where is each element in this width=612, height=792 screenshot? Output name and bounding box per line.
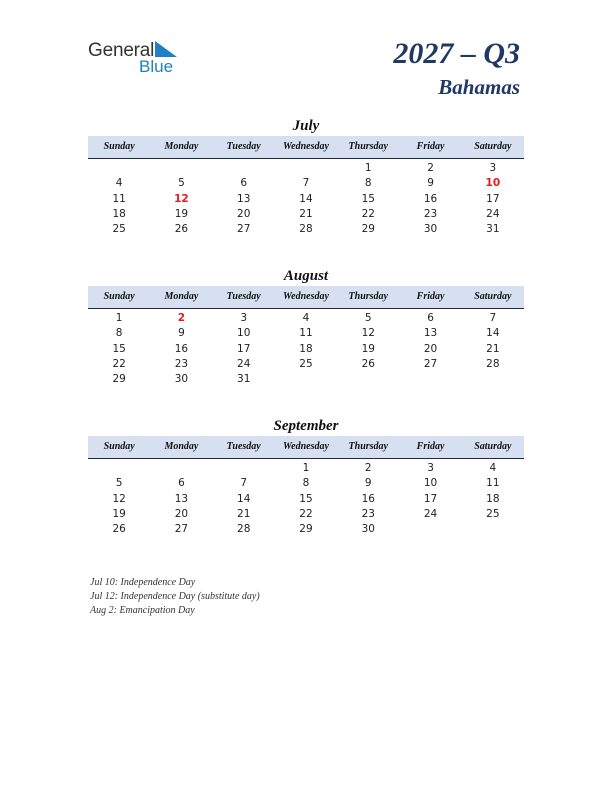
week-row [88,207,524,222]
month-title: September [273,418,339,434]
weekday-label: Thursday [348,141,388,152]
weekday-label: Wednesday [283,441,329,452]
day-cell: 26 [174,223,189,236]
weekday-label: Sunday [103,141,135,152]
week-row [88,522,524,537]
day-cell: 11 [112,192,126,205]
day-cell: 18 [112,207,126,220]
weekday-label: Saturday [474,441,512,452]
day-cell: 19 [174,207,189,220]
holiday-notes [90,576,260,618]
week-row [88,192,524,207]
day-cell: 22 [299,507,313,520]
weekday-label: Thursday [348,291,388,302]
day-cell: 13 [423,327,438,340]
day-cell: 6 [240,177,248,190]
day-cell: 28 [486,357,500,370]
day-cell: 16 [423,192,438,205]
day-cell: 29 [361,223,375,236]
month-grid [88,459,524,537]
day-cell: 8 [364,177,372,190]
day-cell: 7 [489,312,497,324]
day-cell: 14 [299,192,313,205]
week-row [88,176,524,191]
day-cell: 10 [423,477,438,490]
country-name: Bahamas [438,75,520,99]
weekday-header [88,436,524,459]
weekday-label: Thursday [348,441,388,452]
empty-cell [275,161,337,176]
day-cell: 1 [302,462,310,474]
day-cell: 7 [302,177,310,190]
day-cell: 29 [112,373,126,386]
logo-word-general: General [88,40,155,61]
day-cell: 8 [302,477,310,490]
week-row [88,342,524,357]
empty-cell [399,372,461,387]
day-cell: 16 [174,342,189,355]
empty-cell [88,161,150,176]
day-cell: 9 [178,327,185,340]
weekday-label: Monday [164,141,199,152]
day-cell: 9 [364,477,372,490]
day-cell: 30 [174,373,189,386]
empty-cell [337,372,399,387]
day-cell: 1 [364,162,372,174]
empty-cell [150,161,212,176]
day-cell: 26 [112,523,126,536]
month-august [88,266,524,387]
page-title: 2027 – Q3 [393,37,520,70]
day-cell: 21 [299,207,313,220]
day-cell: 27 [237,223,251,236]
day-cell: 2 [427,162,434,174]
weekday-label: Tuesday [226,441,261,452]
day-cell: 17 [486,192,500,205]
holiday-note: Jul 10: Independence Day [90,577,196,588]
week-row [88,461,524,476]
weekday-label: Wednesday [283,291,329,302]
day-cell: 4 [115,177,123,190]
day-cell: 23 [361,507,375,520]
day-cell: 23 [174,357,189,370]
weekday-label: Wednesday [283,141,329,152]
month-grid [88,159,524,237]
week-row [88,372,524,387]
day-cell: 3 [240,312,248,324]
day-cell: 18 [486,492,500,505]
day-cell: 13 [174,492,189,505]
day-cell: 19 [112,507,126,520]
holiday-day-cell: 2 [177,312,186,324]
day-cell: 1 [115,312,123,324]
day-cell: 20 [237,207,251,220]
day-cell: 12 [361,327,375,340]
weekday-label: Friday [416,291,445,302]
day-cell: 2 [364,462,372,474]
holiday-day-cell: 12 [174,192,189,205]
weekday-label: Friday [416,441,445,452]
day-cell: 5 [115,477,123,490]
day-cell: 3 [489,162,497,174]
weekday-label: Tuesday [226,291,261,302]
day-cell: 16 [361,492,375,505]
day-cell: 13 [237,192,251,205]
week-row [88,476,524,491]
day-cell: 31 [237,373,251,386]
day-cell: 8 [115,327,123,340]
day-cell: 20 [174,507,189,520]
logo-word-blue: Blue [139,57,174,76]
day-cell: 23 [423,207,438,220]
weekday-header [88,286,524,309]
month-title: August [283,268,329,284]
holiday-note: Jul 12: Independence Day (substitute day) [90,591,260,602]
week-row [88,161,524,176]
empty-cell [213,161,275,176]
weekday-label: Friday [416,141,445,152]
week-row [88,357,524,372]
day-cell: 20 [423,342,438,355]
day-cell: 29 [299,523,313,536]
day-cell: 22 [361,207,375,220]
day-cell: 4 [489,462,497,474]
week-row [88,311,524,326]
day-cell: 26 [361,357,375,370]
holiday-day-cell: 10 [485,177,501,190]
day-cell: 27 [423,357,438,370]
month-july [88,116,524,237]
day-cell: 4 [302,312,310,324]
generalblue-logo [88,40,188,76]
day-cell: 6 [427,312,434,324]
weekday-label: Sunday [103,291,135,302]
empty-cell [462,522,524,537]
weekday-label: Saturday [474,291,512,302]
weekday-label: Tuesday [226,141,261,152]
holiday-note: Aug 2: Emancipation Day [90,605,195,616]
day-cell: 25 [486,507,500,520]
day-cell: 3 [427,462,434,474]
week-row [88,326,524,341]
day-cell: 11 [486,477,500,490]
day-cell: 15 [299,492,313,505]
day-cell: 24 [423,507,438,520]
empty-cell [275,372,337,387]
day-cell: 27 [174,523,189,536]
day-cell: 12 [112,492,126,505]
day-cell: 14 [237,492,251,505]
weekday-header [88,136,524,159]
week-row [88,492,524,507]
day-cell: 24 [237,357,251,370]
day-cell: 5 [364,312,372,324]
day-cell: 19 [361,342,375,355]
day-cell: 5 [178,177,185,190]
day-cell: 17 [423,492,438,505]
weekday-label: Saturday [474,141,512,152]
empty-cell [88,461,150,476]
empty-cell [462,372,524,387]
weekday-label: Monday [164,441,199,452]
month-title: July [292,118,320,134]
day-cell: 10 [237,327,251,340]
day-cell: 24 [486,207,500,220]
day-cell: 21 [486,342,500,355]
day-cell: 30 [423,223,438,236]
empty-cell [150,461,212,476]
day-cell: 15 [112,342,126,355]
day-cell: 6 [178,477,185,490]
day-cell: 28 [299,223,313,236]
day-cell: 17 [237,342,251,355]
day-cell: 21 [237,507,251,520]
week-row [88,507,524,522]
empty-cell [399,522,461,537]
day-cell: 18 [299,342,313,355]
day-cell: 15 [361,192,375,205]
logo-flag-icon [155,41,177,57]
day-cell: 25 [112,223,126,236]
weekday-label: Sunday [103,441,135,452]
day-cell: 31 [486,223,500,236]
day-cell: 28 [237,523,251,536]
day-cell: 11 [299,327,313,340]
month-grid [88,309,524,387]
week-row [88,222,524,237]
day-cell: 9 [427,177,434,190]
day-cell: 7 [240,477,248,490]
weekday-label: Monday [164,291,199,302]
day-cell: 14 [486,327,500,340]
empty-cell [213,461,275,476]
month-september [88,416,524,537]
day-cell: 30 [361,523,375,536]
day-cell: 22 [112,357,126,370]
day-cell: 25 [299,357,313,370]
